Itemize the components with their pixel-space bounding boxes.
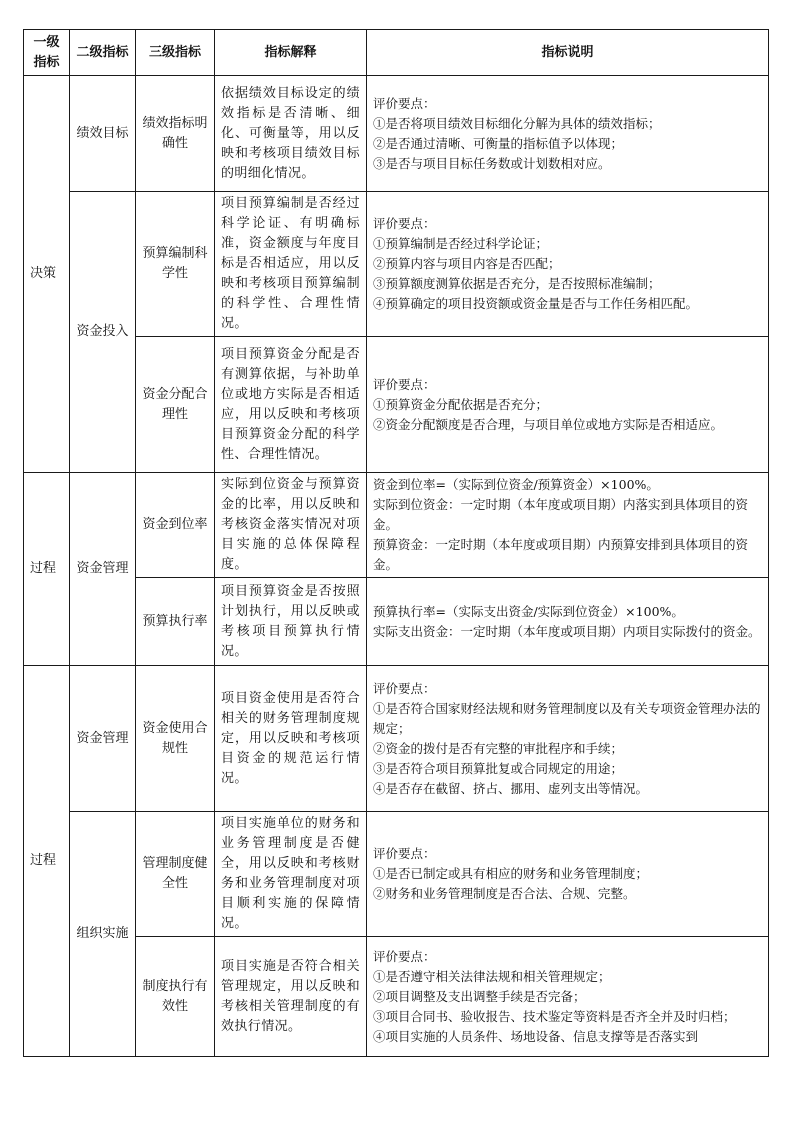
- header-row: [24, 30, 769, 76]
- description-line: ②资金分配额度是否合理，与项目单位或地方实际是否相适应。: [373, 416, 724, 432]
- level2-cell: 绩效目标: [70, 76, 136, 192]
- description-line: 资金到位率=（实际到位资金/预算资金）×100%。: [373, 477, 659, 492]
- description-cell: [367, 192, 769, 337]
- level1-cell: 过程: [24, 666, 70, 1057]
- table-row: [24, 937, 769, 1057]
- description-line: ②项目调整及支出调整手续是否完备；: [373, 988, 586, 1004]
- interpretation-cell: 项目资金使用是否符合相关的财务管理制度规定，用以反映和考核项目资金的规范运行情况。: [215, 666, 367, 812]
- description-cell: [367, 473, 769, 578]
- description-line: ①预算资金分配依据是否充分；: [373, 396, 549, 412]
- description-line: ①是否遵守相关法律法规和相关管理规定；: [373, 968, 611, 984]
- level2-cell: 资金管理: [70, 666, 136, 812]
- description-line: ④是否存在截留、挤占、挪用、虚列支出等情况。: [373, 780, 649, 796]
- description-line: 评价要点：: [373, 948, 436, 964]
- level2-cell: 资金投入: [70, 192, 136, 473]
- description-cell: [367, 812, 769, 937]
- level3-cell: 制度执行有效性: [136, 937, 215, 1057]
- description-line: ④项目实施的人员条件、场地设备、信息支撑等是否落实到: [373, 1028, 699, 1044]
- description-line: 实际支出资金：一定时期（本年度或项目期）内项目实际拨付的资金。: [373, 623, 761, 639]
- interpretation-cell: 项目预算编制是否经过科学论证、有明确标准，资金额度与年度目标是否相适应，用以反映和考核项目预算编制的科学性、合理性情况。: [215, 192, 367, 337]
- description-line: 预算资金：一定时期（本年度或项目期）内预算安排到具体项目的资金。: [373, 537, 749, 572]
- level2-cell: 组织实施: [70, 812, 136, 1057]
- interpretation-cell: 项目预算资金分配是否有测算依据，与补助单位或地方实际是否相适应，用以反映和考核项目预算资金分配的科学性、合理性情况。: [215, 337, 367, 473]
- description-cell: [367, 337, 769, 473]
- table-row: [24, 473, 769, 578]
- indicator-table: [23, 29, 769, 1057]
- level1-cell: 过程: [24, 473, 70, 666]
- level3-cell: 绩效指标明确性: [136, 76, 215, 192]
- description-cell: [367, 578, 769, 666]
- description-line: ④预算确定的项目投资额或资金量是否与工作任务相匹配。: [373, 296, 699, 311]
- level3-cell: 预算执行率: [136, 578, 215, 666]
- description-line: ③是否符合项目预算批复或合同规定的用途；: [373, 760, 624, 776]
- description-line: 评价要点：: [373, 680, 436, 696]
- level3-cell: 管理制度健全性: [136, 812, 215, 937]
- description-cell: [367, 666, 769, 812]
- header-level2: 二级指标: [70, 30, 136, 76]
- description-line: ②是否通过清晰、可衡量的指标值予以体现；: [373, 135, 624, 151]
- description-line: 实际到位资金：一定时期（本年度或项目期）内落实到具体项目的资金。: [373, 497, 749, 532]
- table-row: [24, 192, 769, 337]
- header-interpretation: 指标解释: [215, 30, 367, 76]
- table-row: [24, 337, 769, 473]
- description-line: ②预算内容与项目内容是否匹配；: [373, 256, 561, 271]
- interpretation-cell: 依据绩效目标设定的绩效指标是否清晰、细化、可衡量等，用以反映和考核项目绩效目标的明细化情况。: [215, 76, 367, 192]
- description-line: 评价要点：: [373, 216, 436, 231]
- header-level1: 一级指标: [24, 30, 70, 76]
- level3-cell: 资金分配合理性: [136, 337, 215, 473]
- description-cell: [367, 76, 769, 192]
- table-row: [24, 76, 769, 192]
- table-row: [24, 666, 769, 812]
- description-line: ②资金的拨付是否有完整的审批程序和手续；: [373, 740, 624, 756]
- description-line: ①预算编制是否经过科学论证；: [373, 236, 549, 251]
- table-row: [24, 578, 769, 666]
- description-line: 预算执行率=（实际支出资金/实际到位资金）×100%。: [373, 603, 684, 619]
- description-line: ①是否符合国家财经法规和财务管理制度以及有关专项资金管理办法的规定；: [373, 700, 761, 736]
- level3-cell: 资金使用合规性: [136, 666, 215, 812]
- interpretation-cell: 项目实施是否符合相关管理规定，用以反映和考核相关管理制度的有效执行情况。: [215, 937, 367, 1057]
- description-line: 评价要点：: [373, 846, 436, 861]
- description-line: ②财务和业务管理制度是否合法、合规、完整。: [373, 886, 636, 901]
- header-description: 指标说明: [367, 30, 769, 76]
- description-line: ③是否与项目目标任务数或计划数相对应。: [373, 155, 611, 171]
- table-body: [24, 76, 769, 1057]
- description-line: ③项目合同书、验收报告、技术鉴定等资料是否齐全并及时归档；: [373, 1008, 736, 1024]
- description-line: 评价要点：: [373, 95, 436, 111]
- interpretation-cell: 实际到位资金与预算资金的比率，用以反映和考核资金落实情况对项目实施的总体保障程度。: [215, 473, 367, 578]
- description-cell: [367, 937, 769, 1057]
- description-line: 评价要点：: [373, 376, 436, 392]
- level3-cell: 预算编制科学性: [136, 192, 215, 337]
- level2-cell: 资金管理: [70, 473, 136, 666]
- interpretation-cell: 项目预算资金是否按照计划执行，用以反映或考核项目预算执行情况。: [215, 578, 367, 666]
- description-line: ①是否已制定或具有相应的财务和业务管理制度；: [373, 866, 649, 881]
- interpretation-cell: 项目实施单位的财务和业务管理制度是否健全，用以反映和考核财务和业务管理制度对项目顺利实施的保障情况。: [215, 812, 367, 937]
- header-level3: 三级指标: [136, 30, 215, 76]
- level1-cell: 决策: [24, 76, 70, 473]
- table-row: [24, 812, 769, 937]
- level3-cell: 资金到位率: [136, 473, 215, 578]
- description-line: ①是否将项目绩效目标细化分解为具体的绩效指标；: [373, 115, 661, 131]
- description-line: ③预算额度测算依据是否充分，是否按照标准编制；: [373, 276, 661, 291]
